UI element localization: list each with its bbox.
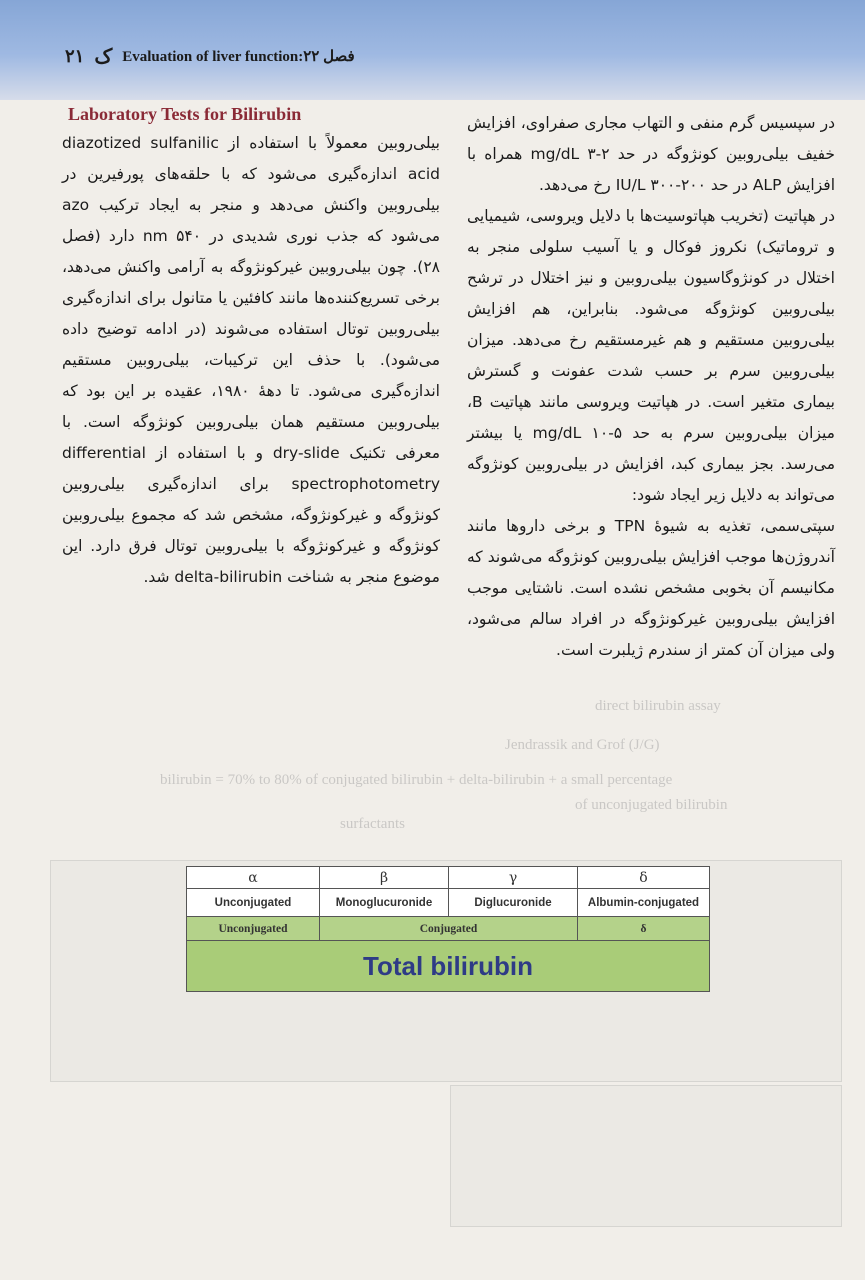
bleed-through-box bbox=[450, 1085, 842, 1227]
fraction-name: Albumin-conjugated bbox=[578, 889, 709, 917]
fraction-name: Unconjugated bbox=[187, 889, 320, 917]
greek-label: δ bbox=[578, 867, 709, 889]
body-paragraph: بیلی‌روبین معمولاً با استفاده از diazotized sulfanilic acid اندازه‌گیری می‌شود که با حلقه‌های پورفیرین در بیلی‌روبین واکنش می‌دهد و منجر به ایجاد ترکیب azo می‌شود که جذب نوری شدیدی در nm ۵۴۰ دارد (فصل ۲۸). چون بیلی‌روبین غیرکونژوگه به آرامی واکنش می‌دهد، برخی تسریع‌کننده‌ها مانند کافئین یا متانول برای اندازه‌گیری بیلی‌روبین توتال استفاده می‌شوند (در ادامه توضیح داده می‌شود). با حذف این ترکیبات، بیلی‌روبین مستقیم اندازه‌گیری می‌شود. تا دههٔ ۱۹۸۰، عقیده بر این بود که بیلی‌روبین مستقیم همان بیلی‌روبین کونژوگه است. با معرفی تکنیک dry-slide و با استفاده از differential spectrophotometry برای اندازه‌گیری بیلی‌روبین کونژوگه و غیرکونژوگه، مشخص شد که مجموع بیلی‌روبین کونژوگه و غیرکونژوگه با بیلی‌روبین توتال فرق دارد. این موضوع منجر به شناخت delta-bilirubin شد. bbox=[62, 134, 440, 586]
group-label: δ bbox=[578, 917, 709, 941]
greek-label: α bbox=[187, 867, 320, 889]
group-label: Unconjugated bbox=[187, 917, 320, 941]
body-paragraph: سپتی‌سمی، تغذیه به شیوهٔ TPN و برخی داروها مانند آندروژن‌ها موجب افزایش بیلی‌روبین کونژوگه می‌شوند که مکانیسم آن بخوبی مشخص نشده است. ناشتایی موجب افزایش بیلی‌روبین غیرکونژوگه در افراد سالم می‌شود، ولی میزان آن کمتر از سندرم ژیلبرت است. bbox=[467, 517, 835, 659]
bleed-through-text: surfactants bbox=[340, 816, 405, 832]
chapter-title: Evaluation of liver function:۲۲ فصل bbox=[122, 49, 355, 65]
bilirubin-fractions-figure bbox=[186, 866, 710, 992]
bleed-through-text: bilirubin = 70% to 80% of conjugated bilirubin + delta-bilirubin + a small percentage bbox=[160, 772, 673, 788]
total-bilirubin-band bbox=[187, 941, 709, 991]
page-number: ۲۱ bbox=[65, 46, 85, 66]
fraction-groups-row bbox=[187, 917, 709, 941]
left-text-column bbox=[62, 100, 440, 593]
bleed-through-text: of unconjugated bilirubin bbox=[575, 797, 728, 813]
fraction-name: Monoglucuronide bbox=[320, 889, 449, 917]
total-bilirubin-label: Total bilirubin bbox=[363, 950, 533, 981]
group-label: Conjugated bbox=[320, 917, 578, 941]
bleed-through-text: Jendrassik and Grof (J/G) bbox=[505, 737, 660, 753]
running-header bbox=[65, 44, 355, 69]
bleed-through-text: direct bilirubin assay bbox=[595, 698, 721, 714]
fraction-name: Diglucuronide bbox=[449, 889, 578, 917]
body-paragraph: در هپاتیت (تخریب هپاتوسیت‌ها با دلایل ویروسی، شیمیایی و تروماتیک) نکروز فوکال و یا آسیب سلولی منجر به اختلال در کونژوگاسیون بیلی‌روبین و نیز اختلال در ترشح بیلی‌روبین کونژوگه می‌شود. بنابراین، هم افزایش بیلی‌روبین مستقیم و هم غیرمستقیم رخ می‌دهد. میزان بیلی‌روبین سرم بر حسب شدت عفونت و گسترش بیماری متغیر است. در هپاتیت ویروسی مانند هپاتیت B، میزان بیلی‌روبین سرم به حد mg/dL ۱۰-۵ یا بیشتر می‌رسد. بجز بیماری کبد، افزایش در بیلی‌روبین کونژوگه می‌تواند به دلایل زیر ایجاد شود: bbox=[467, 207, 835, 504]
chapter-icon: ک bbox=[94, 46, 113, 68]
section-heading: Laboratory Tests for Bilirubin bbox=[68, 104, 302, 124]
fraction-names-row bbox=[187, 889, 709, 917]
greek-label: β bbox=[320, 867, 449, 889]
greek-label: γ bbox=[449, 867, 578, 889]
body-paragraph: در سپسیس گرم منفی و التهاب مجاری صفراوی، افزایش خفیف بیلی‌روبین کونژوگه در حد mg/dL ۳-۲ همراه با افزایش ALP در حد IU/L ۳۰۰-۲۰۰ رخ می‌دهد. bbox=[467, 114, 835, 194]
right-text-column bbox=[467, 108, 835, 666]
greek-row bbox=[187, 867, 709, 889]
